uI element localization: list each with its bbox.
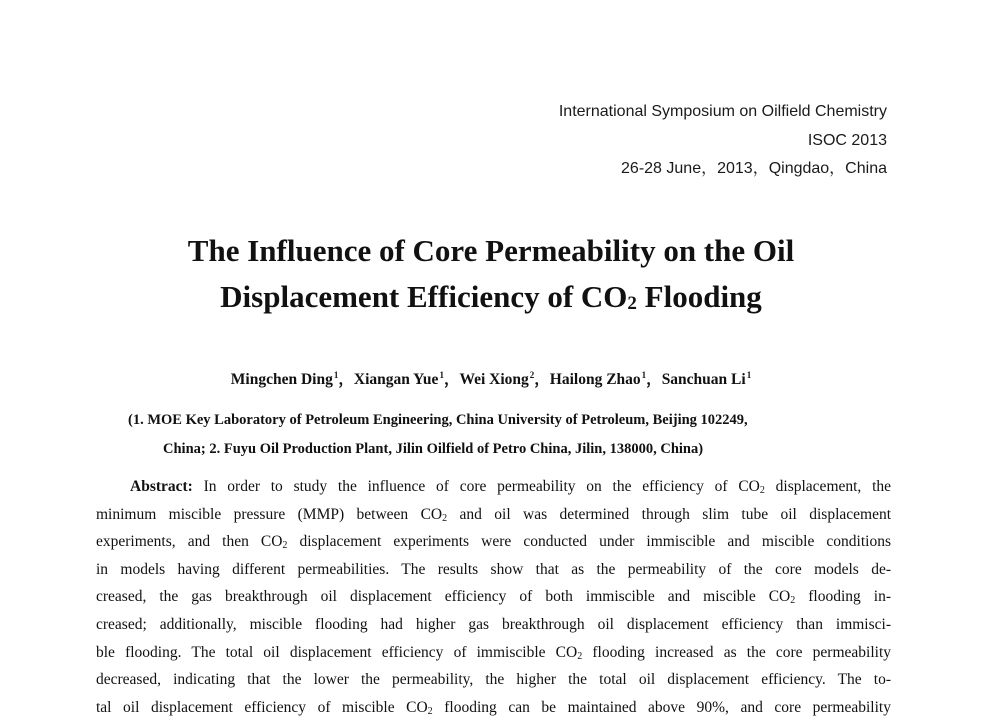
abstract-text: experiments, and then CO xyxy=(96,533,283,551)
abstract-text: creased, the gas breakthrough oil displacement efficiency of both immiscible and miscible CO xyxy=(96,588,791,606)
abstract-text: decreased, indicating that the lower the permeability, the higher the total oil displacement efficiency. The to- xyxy=(96,671,891,689)
author-affiliation-mark: 1 xyxy=(439,370,444,380)
abstract-text: displacement experiments were conducted under immiscible and miscible conditions xyxy=(287,533,891,551)
abstract-subscript: 2 xyxy=(442,512,448,524)
paper-title-line-2 xyxy=(0,274,982,320)
author-list xyxy=(0,368,982,392)
paper-title-line-1: The Influence of Core Permeability on the Oil xyxy=(187,233,795,268)
abstract-line xyxy=(96,694,891,721)
author-name: Xiangan Yue xyxy=(353,371,439,388)
abstract-line xyxy=(96,528,891,556)
abstract-line xyxy=(96,556,891,584)
abstract-text: In order to study the influence of core permeability on the efficiency of CO xyxy=(192,478,760,495)
abstract-line xyxy=(96,583,891,611)
author-name: Hailong Zhao xyxy=(549,371,641,388)
author-name: Mingchen Ding xyxy=(230,371,333,388)
abstract-text: tal oil displacement efficiency of miscible CO xyxy=(96,698,428,716)
conference-acronym: ISOC 2013 xyxy=(807,131,887,149)
author-separator: ， xyxy=(338,371,354,388)
abstract-line xyxy=(96,473,891,501)
affiliation-line-1: (1. MOE Key Laboratory of Petroleum Engineering, China University of Petroleum, Beijing 102249, xyxy=(128,412,748,428)
abstract-subscript: 2 xyxy=(427,705,433,717)
abstract-text: flooding in- xyxy=(795,588,891,606)
abstract-text: and oil was determined through slim tube oil displacement xyxy=(447,505,892,523)
abstract-text: flooding increased as the core permeability xyxy=(582,643,891,661)
author-separator: ， xyxy=(443,371,460,388)
abstract-subscript: 2 xyxy=(577,650,583,662)
author-affiliation-mark: 1 xyxy=(333,370,339,380)
conference-header xyxy=(559,98,887,184)
title-text: Flooding xyxy=(636,279,762,314)
title-subscript: 2 xyxy=(627,293,637,314)
abstract-text: in models having different permeabilities. The results show that as the permeability of the core models de- xyxy=(96,560,891,578)
abstract-text: creased; additionally, miscible flooding had higher gas breakthrough oil displacement efficiency than immisci- xyxy=(96,615,891,633)
author-affiliation-mark: 1 xyxy=(746,370,752,380)
author-name: Sanchuan Li xyxy=(661,371,746,388)
abstract-text: displacement, the xyxy=(764,478,892,495)
author-name: Wei Xiong xyxy=(459,371,529,388)
abstract-subscript: 2 xyxy=(790,595,796,607)
abstract-label: Abstract: xyxy=(130,478,193,495)
abstract-line xyxy=(96,666,891,694)
abstract-subscript: 2 xyxy=(759,485,765,496)
paper-title xyxy=(0,228,982,320)
conference-name: International Symposium on Oilfield Chemistry xyxy=(558,103,887,120)
abstract-text: flooding can be maintained above 90%, and core permeability xyxy=(432,698,891,716)
abstract-line xyxy=(96,501,891,529)
abstract-subscript: 2 xyxy=(282,540,288,552)
abstract-text: minimum miscible pressure (MMP) between CO xyxy=(96,505,443,523)
affiliations xyxy=(128,406,888,464)
author-separator: ， xyxy=(646,371,662,388)
abstract xyxy=(96,473,891,721)
author-affiliation-mark: 1 xyxy=(641,370,647,380)
abstract-line xyxy=(96,611,891,639)
author-affiliation-mark: 2 xyxy=(529,370,535,380)
conference-dates-place: 26-28 June，2013，Qingdao，China xyxy=(621,160,887,177)
title-text: Displacement Efficiency of CO xyxy=(220,279,628,314)
affiliation-line-2: China; 2. Fuyu Oil Production Plant, Jilin Oilfield of Petro China, Jilin, 138000, China) xyxy=(163,441,704,457)
abstract-text: ble flooding. The total oil displacement efficiency of immiscible CO xyxy=(96,643,578,661)
abstract-line xyxy=(96,639,891,667)
author-separator: ， xyxy=(534,371,550,388)
